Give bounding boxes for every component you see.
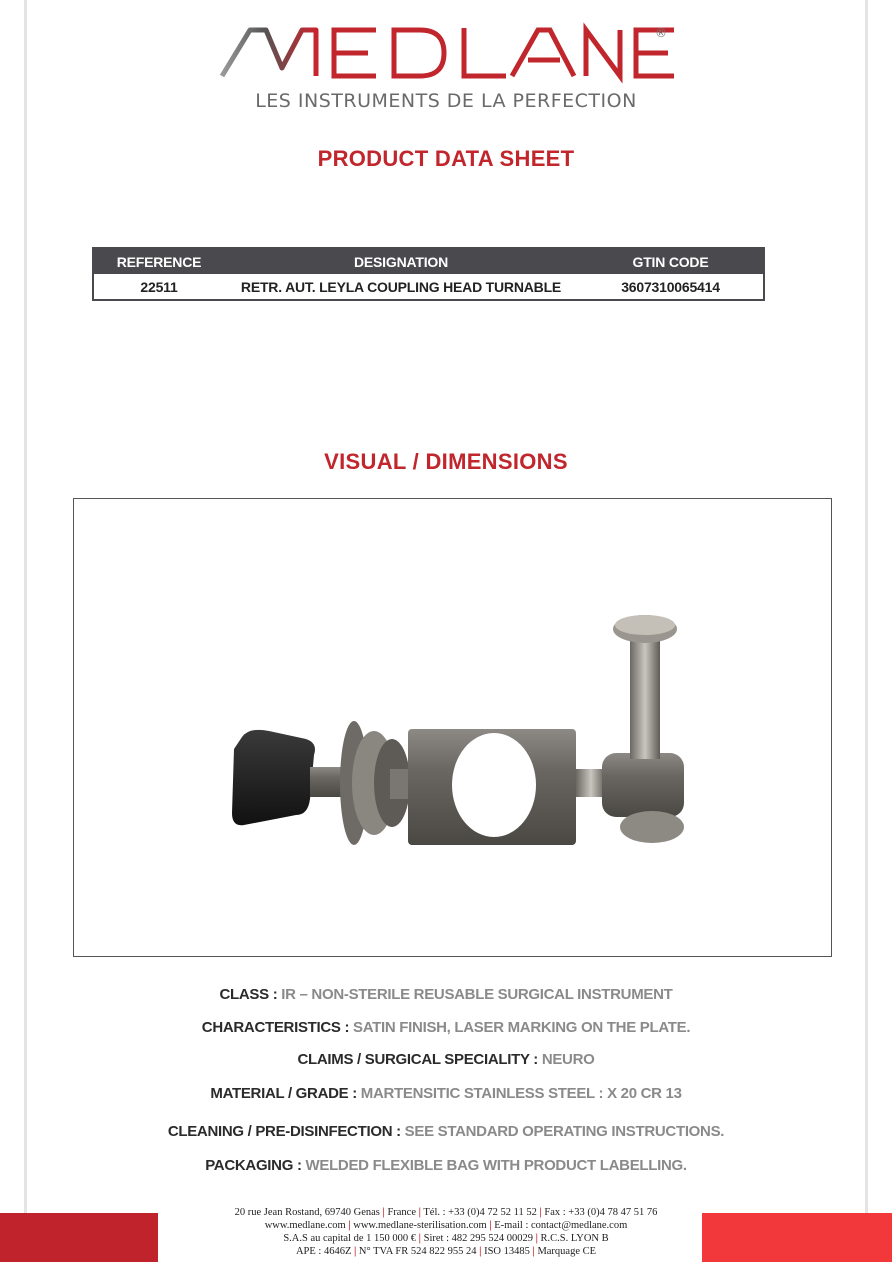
spec-cleaning-value: SEE STANDARD OPERATING INSTRUCTIONS. [400, 1123, 725, 1140]
spec-material-value: MARTENSITIC STAINLESS STEEL : X 20 CR 13 [356, 1085, 682, 1102]
cell-designation: RETR. AUT. LEYLA COUPLING HEAD TURNABLE [240, 278, 562, 295]
footer-line-4: APE : 4646Z | N° TVA FR 524 822 955 24 | ISO 13485 | Marquage CE [295, 1246, 597, 1257]
footer-email[interactable]: E-mail : contact@medlane.com [494, 1220, 628, 1231]
spec-packaging [0, 1157, 892, 1174]
medlane-logo [0, 18, 892, 84]
footer-address-street: 20 rue Jean Rostand, 69740 Genas [234, 1207, 380, 1218]
spec-claims-key: CLAIMS / SURGICAL SPECIALITY : [297, 1051, 538, 1068]
footer-ce-marking: Marquage CE [537, 1246, 597, 1257]
visual-dimensions-title: VISUAL / DIMENSIONS [324, 449, 568, 474]
left-border-line [24, 0, 27, 1262]
spec-characteristics [0, 1019, 892, 1036]
footer-line-1: 20 rue Jean Rostand, 69740 Genas | France | Tél. : +33 (0)4 72 52 11 52 | Fax : +33 (0)4 78 47 51 76 [234, 1207, 658, 1218]
spec-claims-value: NEURO [537, 1051, 595, 1068]
spec-packaging-value: WELDED FLEXIBLE BAG WITH PRODUCT LABELLING. [301, 1157, 687, 1174]
spec-class-key: CLASS : [219, 986, 278, 1003]
footer-rcs: R.C.S. LYON B [540, 1233, 609, 1244]
product-image-frame [73, 498, 832, 957]
right-border-line [865, 0, 868, 1262]
product-image [74, 499, 830, 955]
footer-line-3: S.A.S au capital de 1 150 000 € | Siret : 482 295 524 00029 | R.C.S. LYON B [283, 1233, 609, 1244]
spec-cleaning [0, 1123, 892, 1140]
footer-phone: Tél. : +33 (0)4 72 52 11 52 [423, 1207, 537, 1218]
spec-material [0, 1085, 892, 1102]
spec-claims [0, 1051, 892, 1068]
spec-characteristics-value: SATIN FINISH, LASER MARKING ON THE PLATE. [349, 1019, 691, 1036]
cell-reference: 22511 [140, 278, 178, 295]
table-header-row [94, 249, 763, 274]
cell-gtin-code: 3607310065414 [621, 278, 720, 295]
footer-website[interactable]: www.medlane.com [264, 1220, 346, 1231]
footer-iso: ISO 13485 [484, 1246, 530, 1257]
table-row [94, 274, 763, 299]
spec-class [0, 986, 892, 1003]
footer-line-2: www.medlane.com | www.medlane-sterilisation.com | E-mail : contact@medlane.com [264, 1220, 628, 1231]
footer-website-sterilisation[interactable]: www.medlane-sterilisation.com [353, 1220, 487, 1231]
spec-characteristics-key: CHARACTERISTICS : [201, 1019, 350, 1036]
footer-fax: Fax : +33 (0)4 78 47 51 76 [544, 1207, 658, 1218]
reference-table [92, 247, 765, 301]
header-reference: REFERENCE [116, 253, 202, 270]
product-sheet-title: PRODUCT DATA SHEET [317, 146, 575, 171]
footer-capital: S.A.S au capital de 1 150 000 € [283, 1233, 417, 1244]
footer-country: France [387, 1207, 417, 1218]
brand-tagline: LES INSTRUMENTS DE LA PERFECTION [255, 90, 637, 112]
header-designation: DESIGNATION [354, 253, 448, 270]
footer-tva: N° TVA FR 524 822 955 24 [358, 1246, 477, 1257]
registered-mark: ® [655, 26, 667, 40]
header-gtin-code: GTIN CODE [632, 253, 709, 270]
spec-cleaning-key: CLEANING / PRE-DISINFECTION : [167, 1123, 401, 1140]
footer-ape: APE : 4646Z [295, 1246, 352, 1257]
footer-siret: Siret : 482 295 524 00029 [423, 1233, 533, 1244]
spec-material-key: MATERIAL / GRADE : [210, 1085, 357, 1102]
footer-address [0, 1206, 892, 1258]
spec-class-value: IR – NON-STERILE REUSABLE SURGICAL INSTRUMENT [277, 986, 673, 1003]
spec-packaging-key: PACKAGING : [205, 1157, 302, 1174]
